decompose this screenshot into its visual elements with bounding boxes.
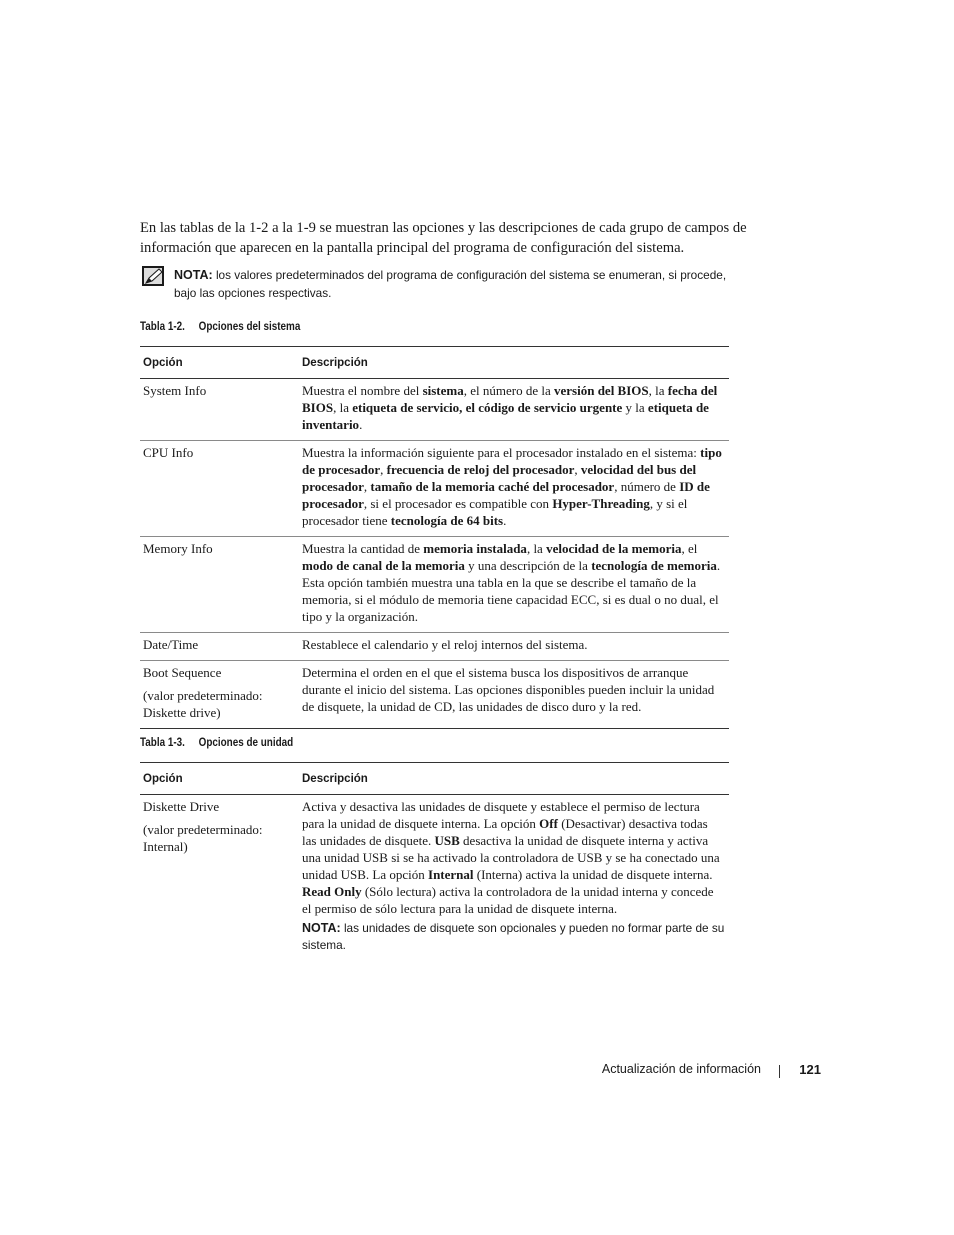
- column-header-descripcion: Descripción: [299, 763, 729, 795]
- description-text-run: y una descripción de la: [464, 558, 592, 573]
- emphasized-term: velocidad del bus del procesador: [302, 462, 697, 494]
- emphasized-term: etiqueta de servicio, el código de servicio urgente: [352, 400, 623, 415]
- table-1-3-caption: [140, 737, 318, 749]
- column-header-opcion: Opción: [140, 763, 299, 795]
- default-value-note: [143, 821, 296, 855]
- description-text-run: Muestra el nombre del: [302, 383, 423, 398]
- description-text-run: Muestra la información siguiente para el procesador instalado en el sistema:: [302, 445, 701, 460]
- emphasized-term: Off: [539, 816, 558, 831]
- description-text-run: .: [359, 417, 363, 432]
- description-cell: [299, 795, 729, 962]
- table-row: [140, 795, 729, 962]
- description-text-run: . Esta opción también muestra una tabla en la que se describe el tamaño de la memoria, si el módulo de memoria tiene capacidad ECC, si es dual o no dual, el tipo y la organización.: [302, 558, 721, 624]
- description-cell: [299, 537, 729, 633]
- option-cell: Date/Time: [140, 633, 299, 661]
- table-header-row: [140, 347, 729, 379]
- default-value-note: [143, 687, 296, 721]
- emphasized-term: tecnología de memoria: [591, 558, 717, 573]
- note-label: NOTA:: [174, 268, 213, 282]
- emphasized-term: ID de procesador: [302, 479, 710, 511]
- table-note: [302, 920, 725, 954]
- description-cell: [299, 633, 729, 661]
- description-text-run: , la: [648, 383, 668, 398]
- description-text-run: , y si el procesador tiene: [302, 496, 688, 528]
- default-prefix: (valor predeterminado:: [143, 822, 263, 837]
- table-title: Opciones del sistema: [198, 321, 301, 333]
- description-text-run: .: [503, 513, 507, 528]
- option-cell: System Info: [140, 379, 299, 441]
- option-cell: Memory Info: [140, 537, 299, 633]
- description-text-run: ,: [574, 462, 581, 477]
- emphasized-term: tecnología de 64 bits: [390, 513, 504, 528]
- intro-paragraph: En las tablas de la 1-2 a la 1-9 se muestran las opciones y las descripciones de cada grupo de campos de información que aparecen en la pantalla principal del programa de configuración del sistema.: [140, 220, 747, 256]
- description-text-run: , la: [526, 541, 547, 556]
- emphasized-term: USB: [434, 833, 460, 848]
- emphasized-term: Internal: [428, 867, 474, 882]
- option-cell: CPU Info: [140, 441, 299, 537]
- page-footer: [540, 1062, 821, 1082]
- emphasized-term: etiqueta de inventario: [302, 400, 709, 432]
- default-prefix: (valor predeterminado:: [143, 688, 263, 703]
- description-text-run: , la: [333, 400, 353, 415]
- description-cell: [299, 441, 729, 537]
- emphasized-term: versión del BIOS: [554, 383, 649, 398]
- option-name: Boot Sequence: [143, 665, 222, 680]
- footer-separator: [779, 1065, 780, 1078]
- emphasized-term: modo de canal de la memoria: [302, 558, 465, 573]
- default-value: Internal: [143, 839, 184, 854]
- footer-section-title: Actualización de información: [601, 1062, 761, 1076]
- emphasized-term: velocidad de la memoria: [546, 541, 682, 556]
- description-text-run: desactiva la unidad de disquete interna y activa una unidad USB si se ha activado la controladora de USB y se ha conectado una unidad USB. La opción: [302, 833, 720, 882]
- note-text: los valores predeterminados del programa de configuración del sistema se enumeran, si procede, bajo las opciones respectivas.: [174, 268, 727, 300]
- description-text-run: Restablece el calendario y el reloj internos del sistema.: [302, 637, 588, 652]
- table-note-label: NOTA:: [302, 921, 341, 935]
- table-opciones-de-unidad: [140, 762, 729, 961]
- description-text-run: (Desactivar) desactiva todas las unidades de disquete.: [302, 816, 708, 848]
- description-text-run: Activa y desactiva las unidades de disquete y establece el permiso de lectura para la unidad de disquete interna. La opción: [302, 799, 700, 831]
- description-cell: [299, 379, 729, 441]
- page-number: 121: [799, 1062, 821, 1077]
- emphasized-term: Hyper-Threading: [552, 496, 650, 511]
- default-value: Diskette drive: [143, 705, 217, 720]
- emphasized-term: Read Only: [302, 884, 362, 899]
- note-block: [174, 266, 744, 302]
- option-name: Diskette Drive: [143, 799, 220, 814]
- table-row: [140, 661, 729, 729]
- table-row: [140, 441, 729, 537]
- description-text-run: Muestra la cantidad de: [302, 541, 424, 556]
- column-header-opcion: Opción: [140, 347, 299, 379]
- emphasized-term: tipo de procesador: [302, 445, 722, 477]
- emphasized-term: sistema: [422, 383, 464, 398]
- description-text-run: ,: [363, 479, 371, 494]
- table-row: [140, 633, 729, 661]
- description-text-run: , si el procesador es compatible con: [363, 496, 553, 511]
- emphasized-term: fecha del BIOS: [302, 383, 718, 415]
- table-row: [140, 537, 729, 633]
- description-text-run: (Sólo lectura) activa la controladora de la unidad interna y concede el permiso de sólo lectura para la unidad de disquete interna.: [302, 884, 714, 916]
- column-header-descripcion: Descripción: [299, 347, 729, 379]
- description-text-run: (Interna) activa la unidad de disquete interna.: [473, 867, 713, 882]
- table-note-text: las unidades de disquete son opcionales y pueden no formar parte de su sistema.: [302, 921, 725, 952]
- table-header-row: [140, 763, 729, 795]
- description-text-run: , el número de la: [463, 383, 554, 398]
- table-opciones-del-sistema: [140, 346, 729, 729]
- table-title: Opciones de unidad: [198, 737, 294, 749]
- description-text-run: , el: [681, 541, 698, 556]
- table-number: Tabla 1-3.: [140, 737, 185, 749]
- description-text-run: Determina el orden en el que el sistema busca los dispositivos de arranque durante el inicio del sistema. Las opciones disponibles pueden incluir la unidad de disquete, la unidad de CD, las unidades de disco duro y la red.: [302, 665, 715, 714]
- description-text-run: ,: [380, 462, 387, 477]
- table-row: [140, 379, 729, 441]
- default-suffix: ): [216, 705, 221, 720]
- emphasized-term: memoria instalada: [423, 541, 527, 556]
- description-cell: [299, 661, 729, 729]
- note-pencil-icon: [142, 266, 164, 286]
- table-1-2-caption: [140, 321, 326, 333]
- description-text-run: y la: [622, 400, 648, 415]
- option-cell: [140, 661, 299, 729]
- option-cell: [140, 795, 299, 962]
- emphasized-term: tamaño de la memoria caché del procesador: [370, 479, 615, 494]
- description-text-run: , número de: [614, 479, 680, 494]
- description-text: [302, 798, 725, 917]
- emphasized-term: frecuencia de reloj del procesador: [386, 462, 575, 477]
- table-number: Tabla 1-2.: [140, 321, 185, 333]
- default-suffix: ): [183, 839, 188, 854]
